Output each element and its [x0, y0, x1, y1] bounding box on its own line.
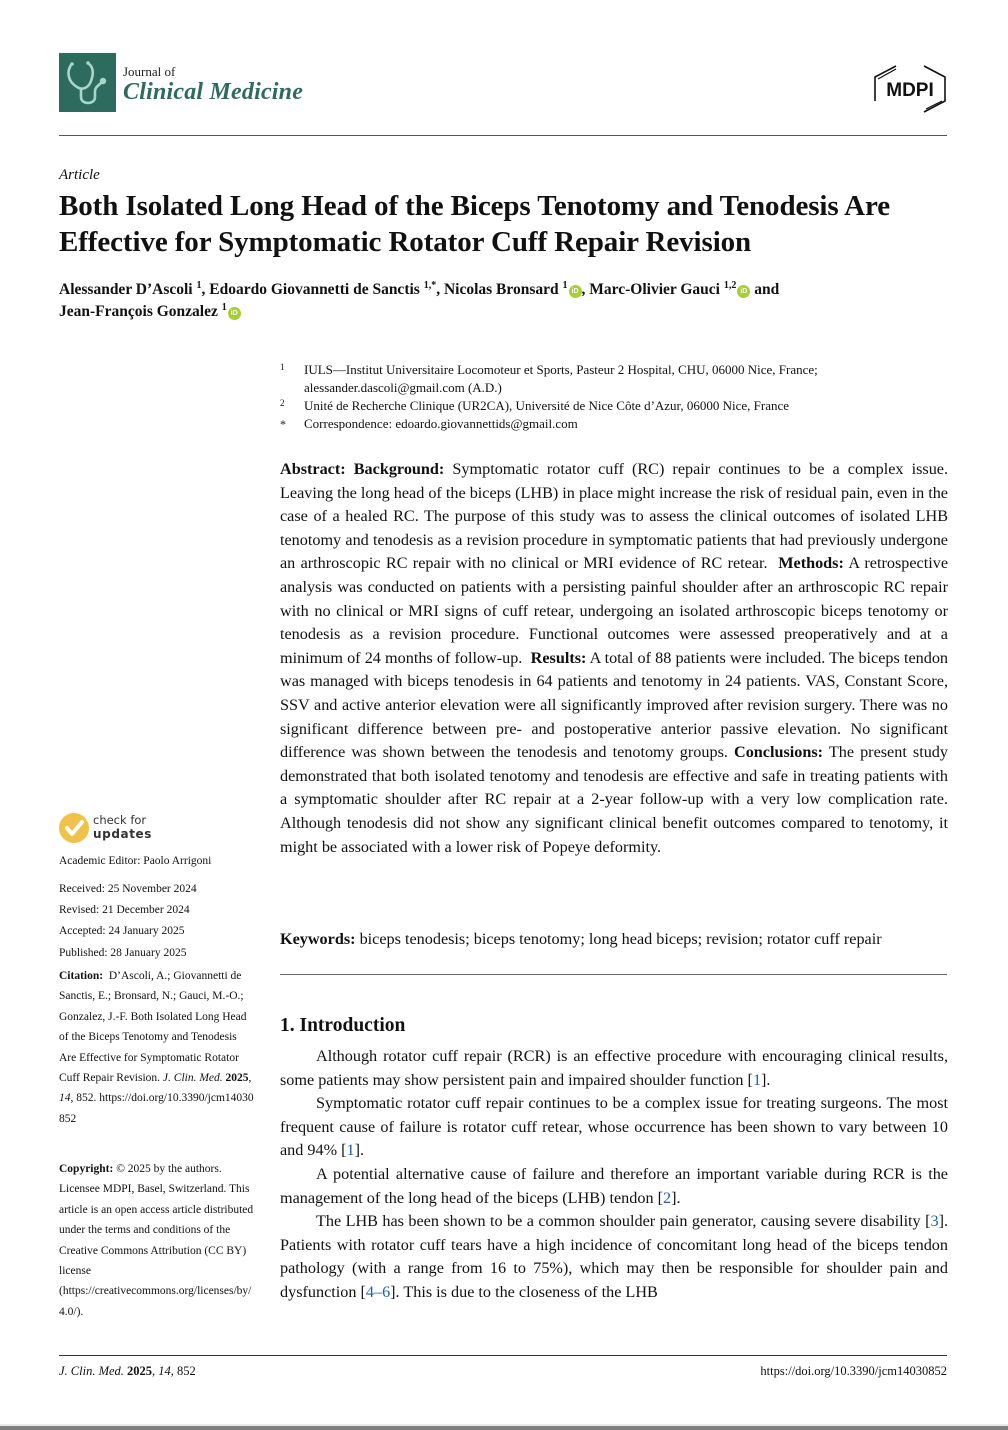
- correspondence-text[interactable]: Correspondence: edoardo.giovannettids@gmail.com: [304, 416, 578, 431]
- introduction-body: [280, 1045, 948, 1305]
- journal-title: Clinical Medicine: [123, 79, 304, 105]
- orcid-icon[interactable]: iD: [569, 285, 582, 298]
- academic-editor: Academic Editor: Paolo Arrigoni: [59, 855, 212, 867]
- received-date: Received: 25 November 2024: [59, 883, 197, 895]
- author-name[interactable]: Alessander D’Ascoli: [59, 281, 193, 298]
- footer-journal: J. Clin. Med.: [59, 1364, 124, 1378]
- journal-prefix: Journal of: [123, 64, 176, 79]
- correspondence-mark: *: [280, 417, 286, 431]
- orcid-icon[interactable]: iD: [737, 285, 750, 298]
- author-name[interactable]: Marc-Olivier Gauci: [589, 281, 720, 298]
- affiliation-number: 1: [280, 362, 285, 372]
- keywords-text: biceps tenodesis; biceps tenotomy; long head biceps; revision; rotator cuff repair: [359, 930, 882, 948]
- citation-link[interactable]: 1: [752, 1070, 762, 1089]
- citation-block: Citation: D’Ascoli, A.; Giovannetti de Sanctis, E.; Bronsard, N.; Gauci, M.-O.; Gonzalez, J.-F. Both Isolated Long Head of the Biceps Tenotomy and Tenodesis Are Effective for Symptomatic Rotator Cuff Repair Revision. J. Clin. Med. 2025, 14, 852. https://doi.org/10.3390/jcm14030852: [59, 970, 254, 1125]
- keywords: [280, 928, 960, 950]
- citation-link[interactable]: 4–6: [365, 1282, 391, 1301]
- affiliation-text: IULS—Institut Universitaire Locomoteur et Sports, Pasteur 2 Hospital, CHU, 06000 Nice, France;: [304, 362, 818, 377]
- methods-text: A retrospective analysis was conducted on patients with a persisting painful shoulder after an arthroscopic RC repair with no clinical or MRI signs of cuff retear, undergoing an isolated arthroscopic biceps tenotomy or tenodesis as a revision procedure. Functional outcomes were assessed preoperatively and at a minimum of 24 months of follow-up.: [280, 554, 949, 667]
- paragraph: Symptomatic rotator cuff repair continues to be a complex issue for treating surgeons. The most frequent cause of failure is rotator cuff retear, whose occurrence has been shown to vary between 10 and 94% [1].: [280, 1094, 948, 1160]
- accepted-date: Accepted: 24 January 2025: [59, 925, 185, 938]
- svg-text:MDPI: MDPI: [886, 80, 934, 101]
- footer-doi-link[interactable]: https://doi.org/10.3390/jcm14030852: [760, 1364, 947, 1378]
- check-updates-line2: updates: [93, 827, 153, 841]
- paragraph: A potential alternative cause of failure and therefore an important variable during RCR is the management of the long head of the biceps (LHB) tendon [2].: [280, 1164, 948, 1207]
- conclusions-label: Conclusions:: [734, 743, 824, 762]
- author-name[interactable]: Nicolas Bronsard: [443, 281, 559, 298]
- journal-name: [123, 64, 303, 105]
- citation-link[interactable]: 1: [346, 1141, 355, 1160]
- methods-label: Methods:: [778, 554, 844, 573]
- paragraph: Although rotator cuff repair (RCR) is an effective procedure with encouraging clinical results, some patients may show persistent pain and impaired shoulder function [1].: [280, 1047, 948, 1089]
- keywords-divider: [280, 974, 947, 975]
- results-label: Results:: [530, 648, 587, 667]
- header-divider: [59, 135, 947, 136]
- citation-volume: 14: [59, 1092, 71, 1105]
- footer-citation: J. Clin. Med. 2025, 14, 852: [59, 1364, 196, 1378]
- correspondence: [280, 415, 940, 433]
- affiliation-text: Unité de Recherche Clinique (UR2CA), Université de Nice Côte d’Azur, 06000 Nice, France: [304, 398, 790, 413]
- copyright-block: [59, 1159, 254, 1322]
- mdpi-logo: [872, 63, 948, 113]
- page-shadow: [0, 1426, 1008, 1430]
- keywords-label: Keywords:: [280, 930, 356, 948]
- check-updates-line1: check for: [93, 813, 147, 827]
- article-title: Both Isolated Long Head of the Biceps Tenotomy and Tenodesis Are Effective for Symptomatic Rotator Cuff Repair Revision: [59, 190, 890, 258]
- abstract-label: Abstract:: [280, 460, 346, 478]
- published-date: Published: 28 January 2025: [59, 946, 187, 959]
- citation-doi-link[interactable]: https://doi.org/10.3390/jcm14030852: [59, 1092, 254, 1125]
- paragraph: The LHB has been shown to be a common shoulder pain generator, causing severe disability [3]. Patients with rotator cuff tears have a high incidence of concomitant long head of the biceps tendon pathology (with a range from 16 to 75%), which may then be responsible for shoulder pain and dysfunction [4–6]. This is due to the closeness of the LHB: [280, 1212, 948, 1301]
- check-for-updates-button[interactable]: [59, 813, 219, 845]
- author-name[interactable]: Jean-François Gonzalez: [59, 303, 218, 320]
- section-heading: 1. Introduction: [280, 1015, 406, 1036]
- affiliation-mark: 1,*: [423, 280, 437, 291]
- affiliations: [280, 361, 940, 433]
- affiliation-number: 2: [280, 398, 285, 408]
- background-text: Symptomatic rotator cuff (RC) repair continues to be a complex issue. Leaving the long head of the biceps (LHB) in place might increase the risk of residual pain, even in the case of a healed RC. The purpose of this study was to assess the clinical outcomes of isolated LHB tenotomy and tenodesis as a revision procedure in symptomatic patients that had previously undergone an arthroscopic RC repair with no clinical or MRI evidence of RC retear.: [280, 460, 949, 573]
- citation-label: Citation:: [59, 970, 104, 982]
- mdpi-hexagon-icon: [872, 63, 948, 113]
- author-conjunction: and: [754, 281, 780, 298]
- stethoscope-icon: [59, 53, 116, 112]
- abstract: [280, 458, 948, 859]
- affiliation-2: [280, 397, 940, 415]
- journal-logo: [59, 53, 116, 112]
- author-name[interactable]: Edoardo Giovannetti de Sanctis: [209, 281, 420, 298]
- affiliation-mark: 1: [221, 302, 227, 313]
- footer-divider: [59, 1355, 947, 1356]
- affiliation-1: [280, 361, 940, 397]
- background-label: Background:: [353, 460, 445, 478]
- copyright-text: © 2025 by the authors. Licensee MDPI, Basel, Switzerland. This article is an open access article distributed under the terms and conditions of the Creative Commons Attribution (CC BY) license (https://creativecommons.org/licenses/by/4.0/).: [59, 1163, 254, 1318]
- citation-link[interactable]: 3: [930, 1212, 939, 1231]
- orcid-icon[interactable]: iD: [228, 307, 241, 320]
- affiliation-mark: 1: [196, 280, 202, 291]
- citation-page: , 852.: [70, 1092, 97, 1105]
- conclusions-text: The present study demonstrated that both isolated tenotomy and tenodesis are effective and safe in treating patients with a symptomatic shoulder after RC repair at a 2-year follow-up with a very low complication rate. Although tenodesis did not show any significant clinical benefit outcomes compared to tenotomy, it might be associated with a lower risk of Popeye deformity.: [280, 743, 948, 856]
- footer-year: 2025: [127, 1364, 153, 1378]
- checkmark-icon: [59, 813, 89, 843]
- affiliation-email[interactable]: alessander.dascoli@gmail.com (A.D.): [304, 380, 502, 395]
- citation-journal: J. Clin. Med.: [162, 1072, 223, 1085]
- copyright-label: Copyright:: [59, 1163, 114, 1175]
- revised-date: Revised: 21 December 2024: [59, 904, 190, 917]
- footer-volume: 14: [158, 1364, 171, 1378]
- affiliation-mark: 1,2: [723, 280, 737, 291]
- footer-page: , 852: [170, 1364, 196, 1378]
- publication-dates: [59, 879, 254, 964]
- citation-year: 2025: [225, 1072, 249, 1085]
- article-type: Article: [59, 167, 100, 183]
- affiliation-mark: 1: [562, 280, 568, 291]
- citation-link[interactable]: 2: [662, 1188, 672, 1207]
- author-list: Alessander D’Ascoli $^1$, Edoardo Giovannetti de Sanctis $^{1,*}$, Nicolas Bronsard $^1$iD , Marc-Olivier Gauci $^{1,2}$iD and Jean-François Gonzalez $^1$iD: [59, 280, 780, 320]
- citation-text: D’Ascoli, A.; Giovannetti de Sanctis, E.; Bronsard, N.; Gauci, M.-O.; Gonzalez, J.-F. Both Isolated Long Head of the Biceps Tenotomy and Tenodesis Are Effective for Symptomatic Rotator Cuff Repair Revision.: [59, 970, 247, 1085]
- results-text: A total of 88 patients were included. The biceps tendon was managed with biceps tenodesis in 64 patients and tenotomy in 24 patients. VAS, Constant Score, SSV and active anterior elevation were all significantly improved after revision surgery. There was no significant difference between pre- and postoperative anterior passive elevation. No significant difference was shown between the tenodesis and tenotomy groups.: [280, 648, 949, 762]
